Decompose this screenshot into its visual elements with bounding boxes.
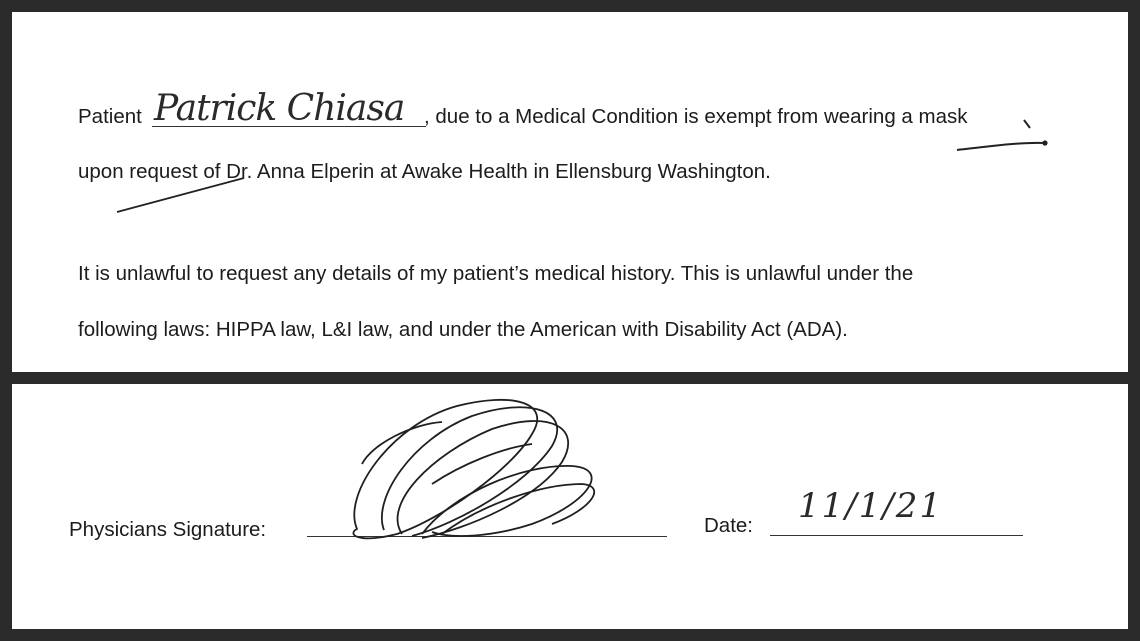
patient-name-handwritten: Patrick Chiasa [154, 88, 405, 129]
letter-line-2: upon request of Dr. Anna Elperin at Awake Health in Ellensburg Washington. [78, 160, 771, 183]
signature-panel [12, 384, 1128, 629]
letter-line-1: , due to a Medical Condition is exempt from wearing a mask [424, 105, 968, 128]
letter-line-4: following laws: HIPPA law, L&I law, and under the American with Disability Act (ADA). [78, 318, 848, 341]
physician-signature-label: Physicians Signature: [69, 518, 267, 541]
date-handwritten: 11/1/21 [798, 486, 944, 526]
letter-panel [12, 12, 1128, 372]
handwritten-marks [12, 12, 1128, 372]
letter-line-3: It is unlawful to request any details of my patient’s medical history. This is unlawful under the [78, 262, 914, 285]
date-line [770, 535, 1023, 536]
physician-signature-scribble [12, 384, 1128, 629]
patient-label: Patient [78, 105, 142, 128]
date-label: Date: [704, 514, 753, 537]
